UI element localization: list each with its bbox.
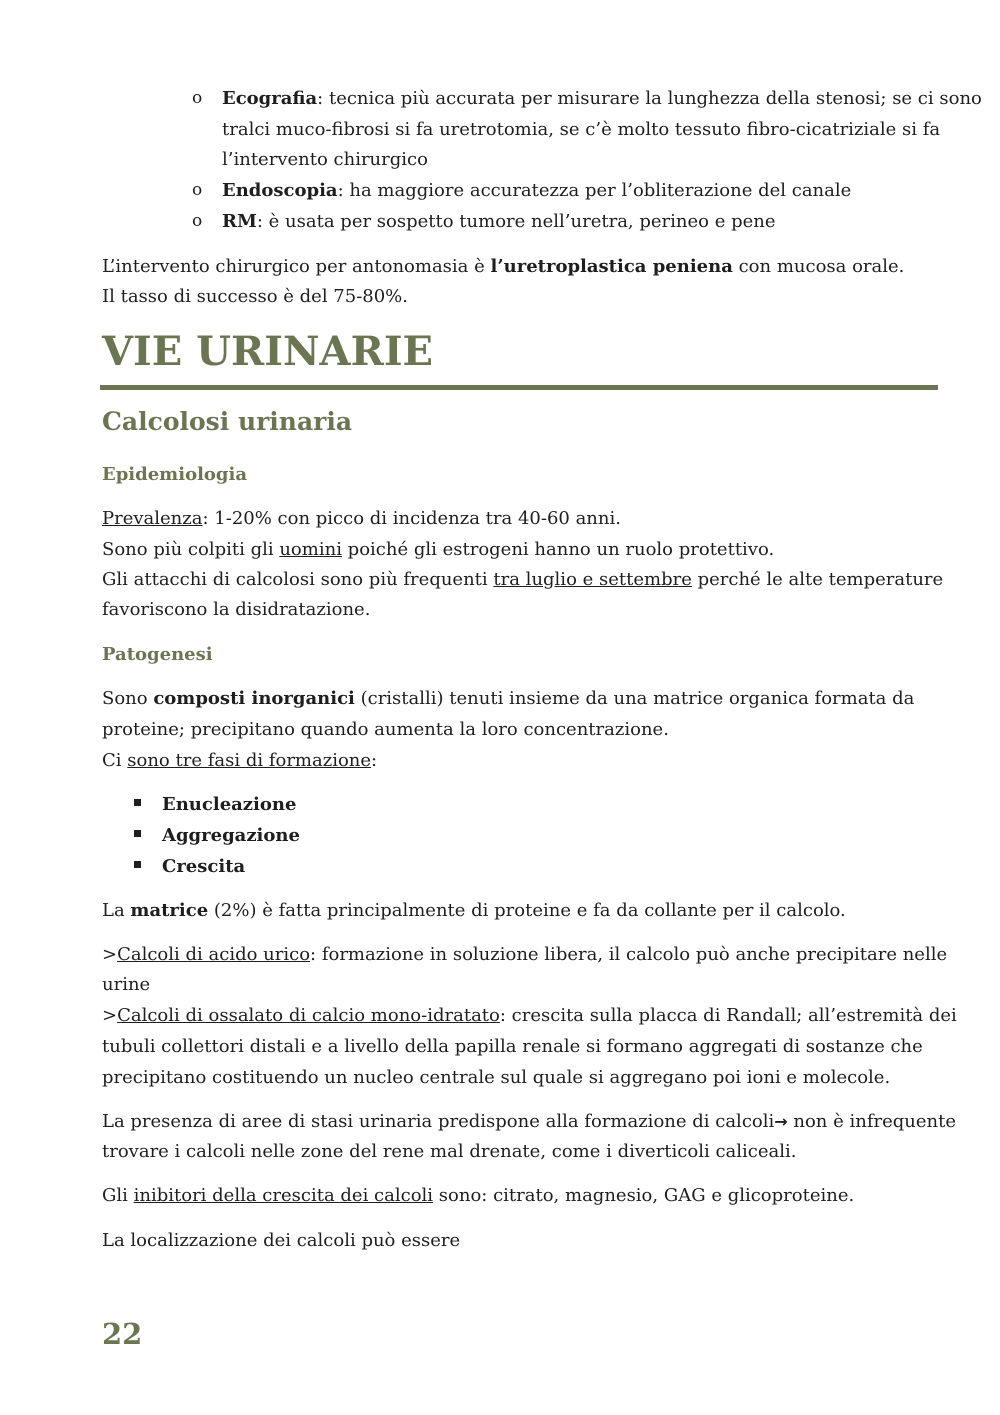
matrice-line: La matrice (2%) è fatta principalmente di proteine e fa da collante per il calcolo. — [102, 900, 846, 921]
list-bullet: o — [192, 180, 203, 200]
list-item-ecografia-line2: tralci muco-fibrosi si fa uretrotomia, se c’è molto tessuto fibro-cicatriziale si fa — [222, 119, 941, 140]
ossalato-line-2: tubuli collettori distali e a livello della papilla renale si formano aggregati di sostanze che — [102, 1036, 923, 1057]
acido-urico-line-1: >Calcoli di acido urico: formazione in soluzione libera, il calcolo può anche precipitare nelle — [102, 944, 948, 965]
square-bullet — [134, 830, 141, 837]
heading-underline — [100, 385, 938, 390]
heading-vie-urinarie: VIE URINARIE — [102, 328, 434, 375]
ossalato-line-1: >Calcoli di ossalato di calcio mono-idratato: crescita sulla placca di Randall; all’estremità dei — [102, 1005, 957, 1026]
heading-calcolosi-urinaria: Calcolosi urinaria — [102, 407, 353, 436]
list-item-ecografia: Ecografia: tecnica più accurata per misurare la lunghezza della stenosi; se ci sono — [222, 88, 982, 109]
epi-line-3: Gli attacchi di calcolosi sono più frequenti tra luglio e settembre perché le alte temperature — [102, 569, 944, 590]
intro-line-2: Il tasso di successo è del 75-80%. — [102, 286, 409, 307]
phase-item: Enucleazione — [162, 794, 297, 815]
inibitori-line: Gli inibitori della crescita dei calcoli sono: citrato, magnesio, GAG e glicoproteine. — [102, 1185, 855, 1206]
epi-line-1: Prevalenza: 1-20% con picco di incidenza tra 40-60 anni. — [102, 508, 621, 529]
intro-line-1: L’intervento chirurgico per antonomasia è l’uretroplastica peniena con mucosa orale. — [102, 256, 905, 277]
pato-line-3: Ci sono tre fasi di formazione: — [102, 750, 378, 771]
phase-item: Aggregazione — [162, 825, 300, 846]
term-endoscopia: Endoscopia — [222, 180, 338, 201]
list-item-endoscopia: Endoscopia: ha maggiore accuratezza per l’obliterazione del canale — [222, 180, 852, 201]
heading-patogenesi: Patogenesi — [102, 644, 213, 665]
phase-item: Crescita — [162, 856, 246, 877]
pato-line-2: proteine; precipitano quando aumenta la loro concentrazione. — [102, 719, 669, 740]
stasi-line-1: La presenza di aree di stasi urinaria predispone alla formazione di calcoli→ non è infrequente — [102, 1111, 957, 1132]
acido-urico-line-2: urine — [102, 974, 151, 995]
term-rm: RM — [222, 211, 257, 232]
pato-line-1: Sono composti inorganici (cristalli) tenuti insieme da una matrice organica formata da — [102, 688, 915, 709]
list-item-rm: RM: è usata per sospetto tumore nell’uretra, perineo e pene — [222, 211, 776, 232]
ossalato-line-3: precipitano costituendo un nucleo centrale sul quale si aggregano poi ioni e molecole. — [102, 1067, 891, 1088]
epi-line-2: Sono più colpiti gli uomini poiché gli estrogeni hanno un ruolo protettivo. — [102, 539, 775, 560]
page-number: 22 — [102, 1317, 143, 1351]
term-ecografia: Ecografia — [222, 88, 318, 109]
heading-epidemiologia: Epidemiologia — [102, 464, 248, 485]
stasi-line-2: trovare i calcoli nelle zone del rene mal drenate, come i diverticoli caliceali. — [102, 1141, 797, 1162]
epi-line-4: favoriscono la disidratazione. — [102, 599, 371, 620]
square-bullet — [134, 861, 141, 868]
square-bullet — [134, 799, 141, 806]
list-item-ecografia-line3: l’intervento chirurgico — [222, 149, 428, 170]
arrow-right-icon: → — [774, 1112, 788, 1131]
list-bullet: o — [192, 88, 203, 108]
localizzazione-line: La localizzazione dei calcoli può essere — [102, 1230, 461, 1251]
list-bullet: o — [192, 211, 203, 231]
